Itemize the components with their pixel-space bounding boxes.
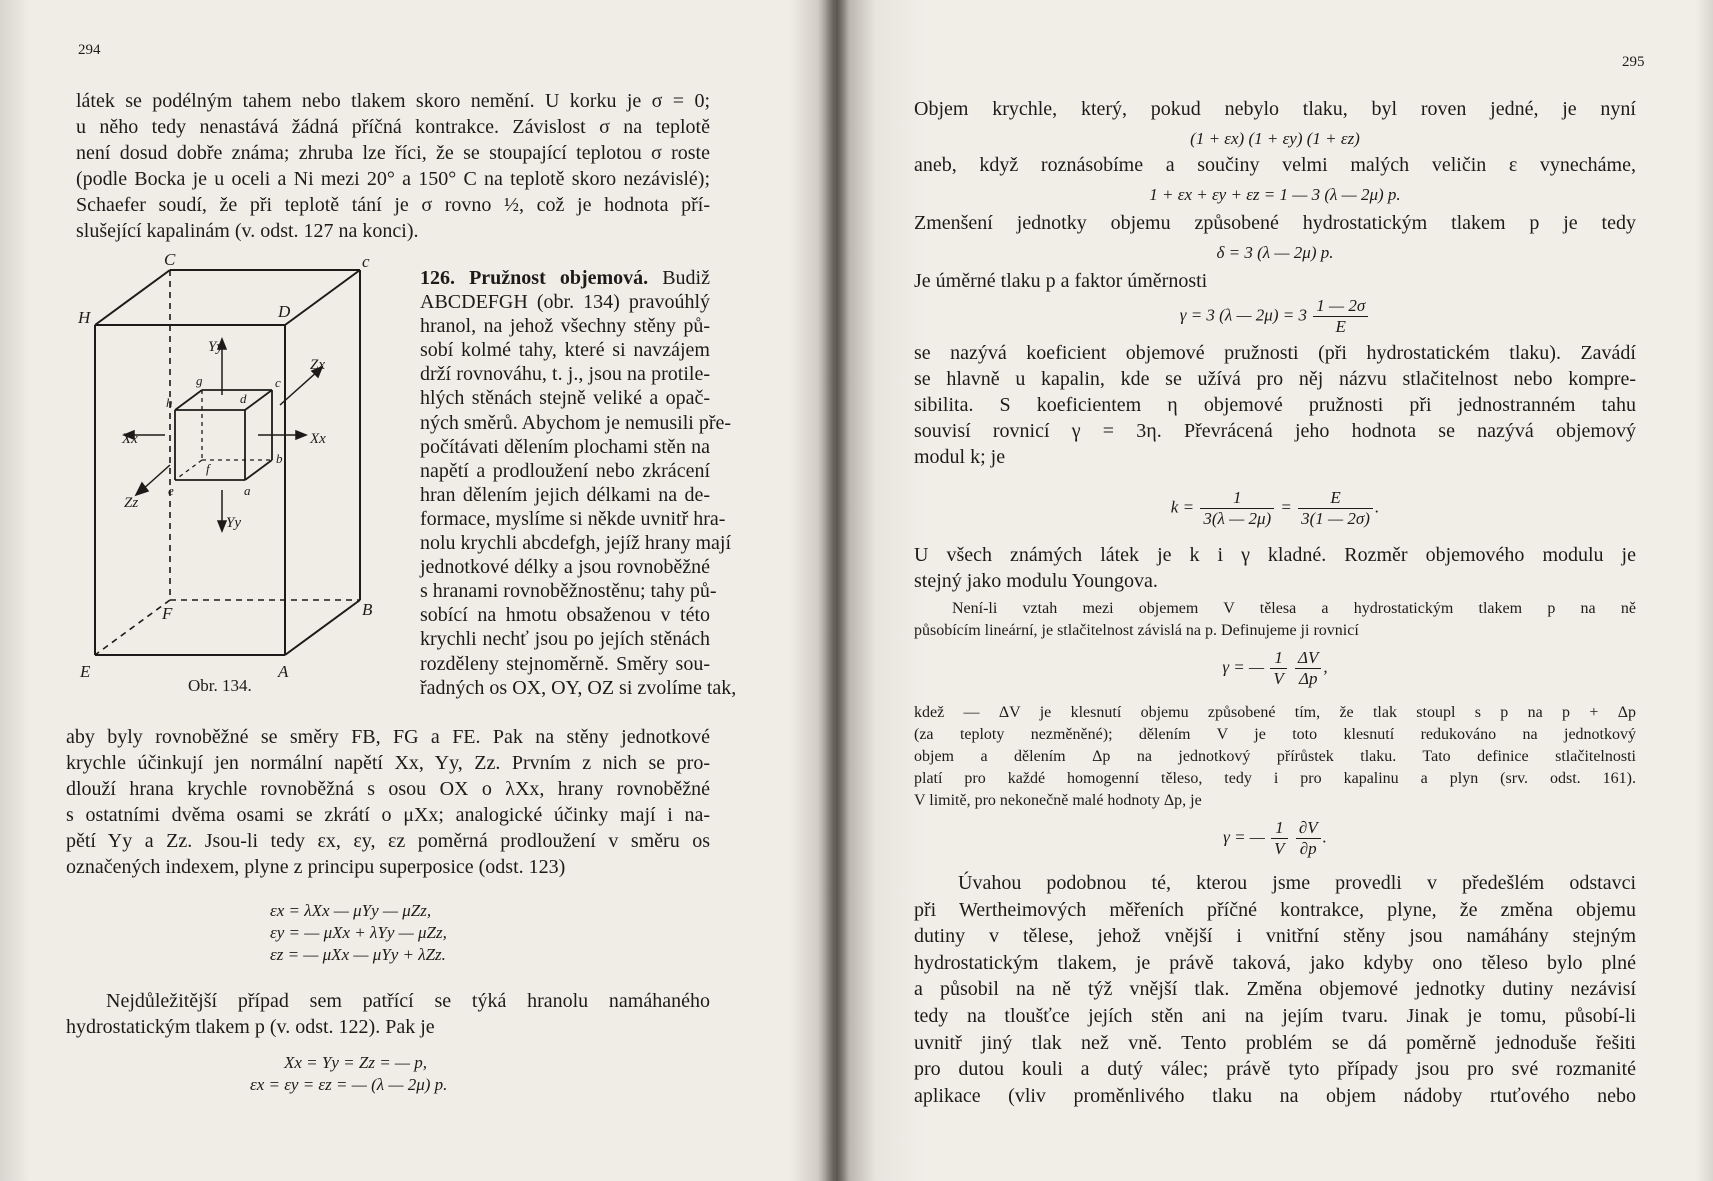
- section-heading: 126. Pružnost objemová.: [420, 267, 649, 289]
- text-line: kdež — ΔV je klesnutí objemu způsobené tím, že tlak stoupl s p na p + Δp: [914, 704, 1636, 721]
- text-line: dlouží hrana krychle rovnoběžná s osou OX o λXx, hrany rovnoběžné: [66, 778, 710, 800]
- label-yy-down: Yy: [226, 515, 241, 531]
- fraction: [1271, 818, 1287, 859]
- text-line: se hlavně u kapalin, kde se užívá pro něj názvu stlačitelnost nebo kompre-: [914, 368, 1636, 390]
- label-F: F: [162, 604, 173, 623]
- text-line: stejný jako modulu Youngova.: [914, 570, 1158, 592]
- label-E: E: [80, 662, 91, 681]
- small-note-1: [914, 598, 1636, 642]
- text-line: V limitě, pro nekonečně malé hodnoty Δp, je: [914, 792, 1202, 809]
- text-line: se nazývá koeficient objemové pružnosti (při hydrostatickém tlaku). Zavádí: [914, 342, 1636, 364]
- equation-6: [914, 648, 1636, 689]
- right-page: [836, 0, 1713, 1181]
- fraction: [1313, 296, 1368, 337]
- text-line: Objem krychle, který, pokud nebylo tlaku, byl roven jedné, je nyní: [914, 98, 1636, 120]
- paragraph-3: [914, 210, 1636, 236]
- text-line: Nejdůležitější případ sem patřící se týká hranolu namáhaného: [106, 990, 710, 1012]
- text-line: napětí a prodloužení nebo zkrácení: [420, 459, 710, 482]
- text-line: platí pro každé homogenní těleso, tedy i pro kapalinu a plyn (srv. odst. 161).: [914, 770, 1636, 787]
- equation-4: [914, 296, 1636, 337]
- equation-5: [914, 488, 1636, 529]
- text-line: tedy na tloušťce jejích stěn ani na jejím tvaru. Jinak je tomu, působí-li: [914, 1004, 1636, 1027]
- label-yy-up: Yy: [208, 339, 223, 355]
- text-line: ných směrů. Abychom je nemusili pře-: [420, 411, 732, 434]
- label-B: B: [362, 600, 373, 619]
- text-line: hydrostatickým tlakem p (v. odst. 122). Pak je: [66, 1016, 435, 1038]
- text-line: látek se podélným tahem nebo tlakem skoro nemění. U korku je σ = 0;: [76, 90, 710, 112]
- text-fragment: Budiž: [662, 267, 710, 289]
- text-line: při Wertheimových měřeních příčné kontrakce, plyne, že změna objemu: [914, 898, 1636, 921]
- text-line: krychle účinkují jen normální napětí Xx, Yy, Zz. Prvním z nich se pro-: [66, 752, 710, 774]
- numerator: 1 — 2σ: [1313, 296, 1368, 317]
- text-line: souvisí rovnicí γ = 3η. Převrácená jeho hodnota se nazývá objemový: [914, 420, 1636, 442]
- label-xx-right: Xx: [310, 431, 326, 447]
- text-line: aplikace (vliv proměnlivého tlaku na objem nádoby rtuťového nebo: [914, 1084, 1636, 1107]
- text-line: aby byly rovnoběžné se směry FB, FG a FE. Pak na stěny jednotkové: [66, 726, 710, 748]
- text-line: Zmenšení jednotky objemu způsobené hydrostatickým tlakem p je tedy: [914, 212, 1636, 234]
- page-number-left: 294: [78, 42, 101, 58]
- small-note-2: [914, 702, 1636, 812]
- label-f: f: [206, 461, 210, 476]
- numerator: 1: [1200, 488, 1274, 509]
- equation-line: εx = εy = εz = — (λ — 2μ) p.: [250, 1075, 448, 1094]
- text-line: pro dutou kouli a dutý válec; právě tyto případy jsou pro své rozmanité: [914, 1058, 1636, 1081]
- fraction: [1298, 488, 1373, 529]
- text-line: U všech známých látek je k i γ kladné. Rozměr objemového modulu je: [914, 544, 1636, 566]
- paragraph-7: [914, 870, 1636, 1109]
- denominator: V: [1273, 669, 1284, 688]
- figure-caption: Obr. 134.: [188, 676, 252, 695]
- text-line: s ostatními dvěma osami se zkrátí o μXx; analogické účinky mají i na-: [66, 804, 710, 826]
- label-zz-down: Zz: [124, 495, 139, 511]
- equation-2: 1 + εx + εy + εz = 1 — 3 (λ — 2μ) p.: [1149, 185, 1401, 204]
- body-paragraph-2: [66, 988, 710, 1040]
- text-line: u něho tedy nenastává žádná příčná kontrakce. Závislost σ na teplotě: [76, 116, 710, 138]
- equation-line: Xx = Yy = Zz = — p,: [284, 1053, 428, 1072]
- label-c-top: c: [362, 252, 370, 271]
- text-line: uvnitř jiný tlak než vně. Tento problém se dá poměrně jednoduše řešiti: [914, 1031, 1636, 1054]
- paragraph-6: [914, 542, 1636, 594]
- text-line: označených indexem, plyne z principu superposice (odst. 123): [66, 856, 566, 878]
- paragraph-2: [914, 152, 1636, 178]
- eq-end: ,: [1323, 657, 1328, 677]
- text-line: Úvahou podobnou té, kterou jsme provedli v předešlém odstavci: [958, 872, 1636, 894]
- text-line: aneb, když roznásobíme a součiny velmi malých veličin ε vynecháme,: [914, 154, 1636, 176]
- text-line: slušející kapalinám (v. odst. 127 na konci).: [76, 220, 419, 242]
- text-line: není dosud dobře známa; zhruba lze říci, že se stoupající teplotou σ roste: [76, 142, 710, 164]
- figure-134: [78, 250, 420, 705]
- label-C: C: [164, 250, 176, 269]
- label-e: e: [168, 483, 174, 498]
- text-line: [420, 266, 710, 290]
- denominator: Δp: [1298, 669, 1318, 688]
- text-line: sobí kolmé tahy, které si navzájem: [420, 339, 710, 362]
- text-line: hlých stěnách stejně veliké a opač-: [420, 387, 710, 410]
- text-line: drží rovnováhu, t. j., jsou na protile-: [420, 363, 710, 386]
- denominator: V: [1274, 839, 1285, 858]
- paragraph-1: [914, 96, 1636, 122]
- text-line: řadných os OX, OY, OZ si zvolíme tak,: [420, 676, 737, 699]
- text-line: pětí Yy a Zz. Jsou-li tedy εx, εy, εz poměrná prodloužení v směru os: [66, 830, 710, 852]
- label-D: D: [278, 302, 291, 321]
- equation-7: [914, 818, 1636, 859]
- label-a: a: [244, 483, 251, 498]
- numerator: 1: [1270, 648, 1286, 669]
- text-line: ABCDEFGH (obr. 134) pravoúhlý: [420, 291, 710, 314]
- fraction: [1270, 648, 1286, 689]
- label-b: b: [276, 451, 283, 466]
- numerator: ∂V: [1296, 818, 1321, 839]
- prism-diagram: [78, 250, 420, 705]
- text-line: hydrostatickým tlakem, je právě taková, jako kdyby ono těleso bylo plné: [914, 951, 1636, 974]
- text-line: počítávati dělením plochami stěn na: [420, 435, 710, 458]
- fraction: [1200, 488, 1274, 529]
- eq-mid: =: [1280, 497, 1292, 517]
- text-line: rozděleny stejnoměrně. Směry sou-: [420, 652, 710, 675]
- eq-lhs: γ = —: [1222, 657, 1265, 677]
- denominator: E: [1335, 317, 1346, 336]
- text-line: sibilita. S koeficientem η objemové pružnosti při jednostranném tahu: [914, 394, 1636, 416]
- text-line: modul k; je: [914, 446, 1006, 468]
- text-line: jednotkové délky a jsou rovnoběžné: [420, 556, 710, 579]
- eq-lhs: γ = 3 (λ — 2μ) = 3: [1179, 305, 1307, 325]
- label-zz-up: Zx: [310, 357, 325, 373]
- equation-line: εz = — μXx — μYy + λZz.: [270, 945, 446, 964]
- text-line: Není-li vztah mezi objemem V tělesa a hydrostatickým tlakem p na ně: [952, 600, 1636, 617]
- section-126-text: [420, 266, 737, 700]
- denominator: 3(1 — 2σ): [1301, 509, 1370, 528]
- text-line: (podle Bocka je u oceli a Ni mezi 20° a 150° C na teplotě skoro nezávislé);: [76, 168, 710, 190]
- numerator: E: [1298, 488, 1373, 509]
- equation-line: εy = — μXx + λYy — μZz,: [270, 923, 447, 942]
- label-c: c: [275, 375, 281, 390]
- text-line: hran dělením jejich délkami na de-: [420, 483, 710, 506]
- paragraph-5: [914, 340, 1636, 470]
- book-gutter: [818, 0, 850, 1181]
- text-line: působícím lineární, je stlačitelnost závislá na p. Definujeme ji rovnicí: [914, 622, 1359, 639]
- equation-line: εx = λXx — μYy — μZz,: [270, 901, 432, 920]
- text-line: (za teploty nezměněné); dělením V je toto klesnutí redukováno na jednotkový: [914, 726, 1636, 743]
- label-h: h: [166, 395, 173, 410]
- numerator: ΔV: [1295, 648, 1321, 669]
- eq-end: .: [1374, 497, 1380, 517]
- denominator: 3(λ — 2μ): [1203, 509, 1272, 528]
- page-number-right: 295: [1622, 54, 1645, 70]
- text-line: hranol, na jehož všechny stěny pů-: [420, 315, 710, 338]
- text-line: nolu krychli abcdefgh, jejíž hrany mají: [420, 532, 732, 555]
- equation-3: δ = 3 (λ — 2μ) p.: [1216, 243, 1334, 262]
- label-xx-left: Xx: [122, 431, 138, 447]
- eq-end: .: [1322, 827, 1327, 847]
- equation-system-1: [270, 900, 510, 966]
- equation-system-2: [250, 1052, 550, 1096]
- text-line: krychli nechť jsou po jejích stěnách: [420, 628, 710, 651]
- denominator: ∂p: [1299, 839, 1317, 858]
- text-line: formace, myslíme si někde uvnitř hra-: [420, 507, 726, 530]
- label-A: A: [278, 662, 289, 681]
- left-page: [0, 0, 836, 1181]
- text-line: a působil na ně týž vnější tlak. Změna objemové jednotky dutiny nezávisí: [914, 978, 1636, 1001]
- text-line: sobící na hmotu obsaženou v této: [420, 604, 710, 627]
- paragraph-4: [914, 268, 1636, 294]
- fraction: [1296, 818, 1321, 859]
- label-d: d: [240, 391, 247, 406]
- text-line: Je úměrné tlaku p a faktor úměrnosti: [914, 270, 1208, 292]
- text-line: objem a dělením Δp na jednotkový přírůstek tlaku. Tato definice stlačitelnosti: [914, 748, 1636, 765]
- text-line: s hranami rovnoběžnostěnu; tahy pů-: [420, 580, 717, 603]
- text-line: Schaefer soudí, že při teplotě tání je σ rovno ½, což je hodnota pří-: [76, 194, 710, 216]
- label-g: g: [196, 373, 203, 388]
- numerator: 1: [1271, 818, 1287, 839]
- body-paragraph: [66, 724, 710, 880]
- text-line: dutiny v tělese, jehož vnější i vnitřní stěny jsou namáhány stejným: [914, 925, 1636, 948]
- label-H: H: [78, 308, 91, 327]
- intro-paragraph: [76, 88, 710, 244]
- eq-lhs: γ = —: [1223, 827, 1265, 847]
- eq-lhs: k =: [1170, 497, 1195, 517]
- equation-1: (1 + εx) (1 + εy) (1 + εz): [1190, 129, 1360, 148]
- fraction: [1295, 648, 1321, 689]
